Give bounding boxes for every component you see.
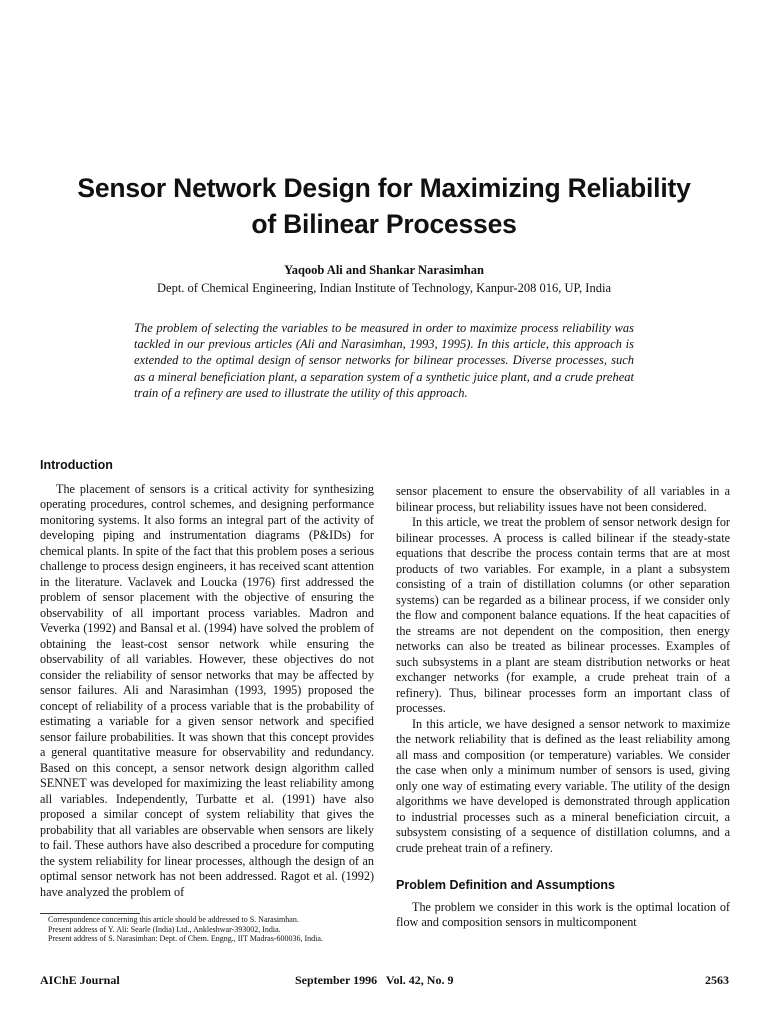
footnote-correspondence: Correspondence concerning this article should be addressed to S. Narasimhan. (48, 915, 299, 924)
footer-page-number: 2563 (705, 973, 729, 987)
authors: Yaqoob Ali and Shankar Narasimhan (284, 263, 484, 277)
paper-title-line2: of Bilinear Processes (251, 209, 517, 239)
affiliation: Dept. of Chemical Engineering, Indian Institute of Technology, Kanpur-208 016, UP, India (157, 281, 611, 295)
right-column (396, 484, 730, 931)
problem-definition-heading: Problem Definition and Assumptions (396, 878, 615, 892)
abstract: The problem of selecting the variables to be measured in order to maximize process reliability was tackled in our previous articles (Ali and Narasimhan, 1993, 1995). In this article, this approach is extended to the optimal design of sensor networks for bilinear processes. Diverse processes, such as a mineral beneficiation plant, a separation system of a synthetic juice plant, and a crude preheat train of a refinery are used to illustrate the utility of this approach. (134, 321, 634, 400)
footnote-address-narasimhan: Present address of S. Narasimhan: Dept. of Chem. Engng., IIT Madras-600036, India. (48, 934, 323, 943)
footer-journal-name: AIChE Journal (40, 973, 120, 987)
footer-issue: September 1996 Vol. 42, No. 9 (295, 973, 454, 987)
footnote-address-ali: Present address of Y. Ali: Searle (India) Ltd., Ankleshwar-393002, India. (48, 924, 281, 934)
introduction-paragraph-1-continued: sensor placement to ensure the observability of all variables in a bilinear process, but reliability issues have not been considered. (396, 484, 730, 514)
problem-definition-paragraph-1: The problem we consider in this work is the optimal location of flow and composition sensors in multicomponent (396, 899, 730, 929)
paper-title-line1: Sensor Network Design for Maximizing Reliability (77, 173, 691, 203)
paper-title (20, 170, 748, 242)
introduction-heading: Introduction (40, 458, 113, 472)
footnote-divider (40, 913, 140, 914)
introduction-paragraph-3: In this article, we have designed a sensor network to maximize the network reliability that is defined as the least reliability among all mass and composition (or temperature) variables. We consider the case when only a minimum number of sensors is used, giving only one way of estimating every variable. The utility of the design algorithms we have developed is demonstrated through application to industrial processes such as a mineral beneficiation circuit, a subsystem consisting of a sequence of distillation columns, and a crude preheat train of a refinery. (396, 716, 730, 855)
introduction-paragraph-1: The placement of sensors is a critical activity for synthesizing operating procedures, control schemes, and designing performance monitoring systems. It also forms an integral part of the activity of developing piping and instrumentation diagrams (P&IDs) for chemical plants. In spite of the fact that this problem poses a serious challenge to process design engineers, it has received scant attention in the literature. Vaclavek and Loucka (1976) first addressed the problem of sensor placement with the objective of ensuring the observability of all important process variables. Madron and Veverka (1992) and Bansal et al. (1994) have solved the problem of obtaining the least-cost sensor network while ensuring the observability of all variables. However, these objectives do not consider the reliability of sensor networks that may be affected by sensor failures. Ali and Narasimhan (1993, 1995) proposed the concept of reliability of a process variable that is the probability of estimating a variable for a given sensor network and specified sensor failure probabilities. It was shown that this concept provides a general quantitative measure for observability and redundancy. Based on this concept, a sensor network design algorithm called SENNET was developed for maximizing the least reliability among all variables. Independently, Turbatte et al. (1991) have also proposed a similar concept of system reliability that gives the probability that all variables are observable when sensors are likely to fail. These authors have also described a procedure for computing the system reliability for linear processes, although the design of an optimal sensor network has not been addressed. Ragot et al. (1992) have analyzed the problem of (40, 481, 374, 899)
introduction-paragraph-2: In this article, we treat the problem of sensor network design for bilinear processes. A process is called bilinear if the steady-state equations that describe the process contain terms that are at most products of two variables. For example, in a plant a subsystem consisting of a train of distillation columns (or other separation systems) can be regarded as a bilinear process, if we consider only the flow and component balance equations. If the heat capacities of the streams are not dependent on the composition, then energy networks can also be treated as bilinear processes. Examples of such subsystems in a plant are steam distribution networks or heat exchanger networks (for example, a crude preheat train of a refinery). Thus, bilinear processes form an important class of processes. (396, 515, 730, 715)
footnotes (40, 915, 374, 944)
left-column (40, 458, 374, 900)
